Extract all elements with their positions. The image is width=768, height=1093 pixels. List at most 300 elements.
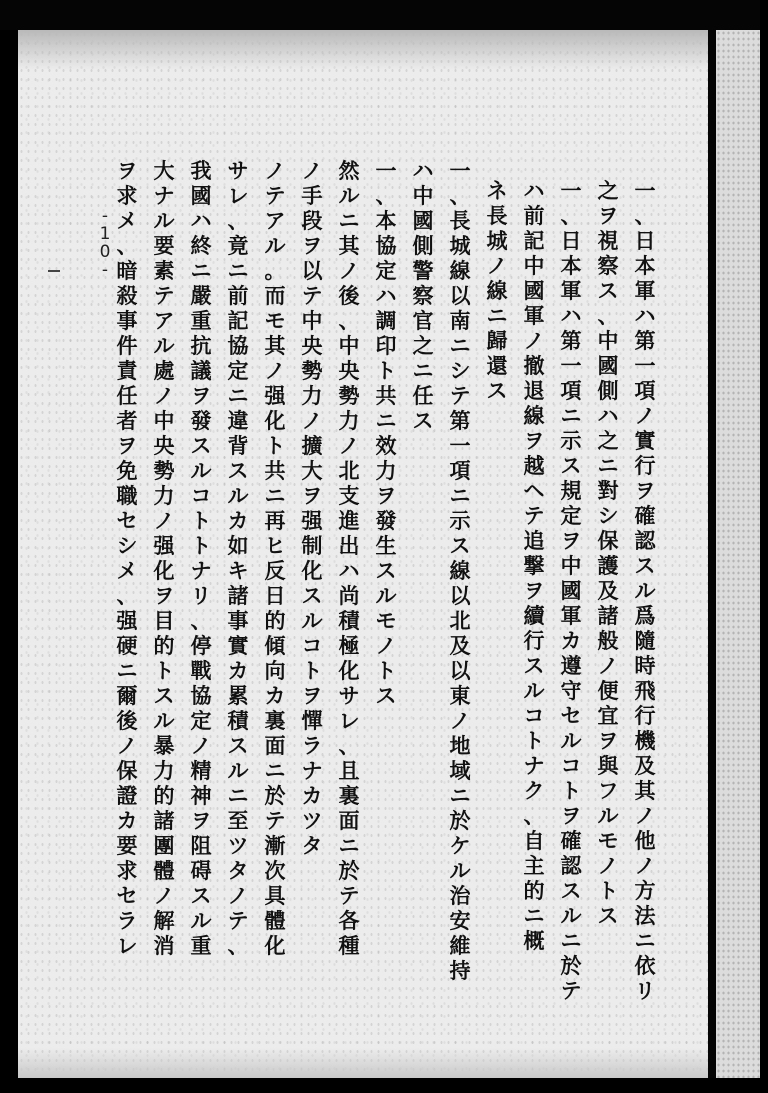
- glyph: 日: [560, 228, 582, 253]
- glyph: ノ: [153, 508, 175, 533]
- glyph: ル: [523, 678, 545, 703]
- glyph: 求: [116, 183, 138, 208]
- glyph: 及: [597, 578, 619, 603]
- glyph: ノ: [597, 653, 619, 678]
- glyph: 、: [375, 183, 397, 208]
- glyph: メ: [116, 208, 138, 233]
- glyph: 極: [338, 633, 360, 658]
- glyph: ニ: [486, 303, 508, 328]
- glyph: 諸: [227, 583, 249, 608]
- glyph: サ: [227, 158, 249, 183]
- glyph: 於: [264, 783, 286, 808]
- glyph: キ: [227, 558, 249, 583]
- glyph: 日: [634, 228, 656, 253]
- glyph: 硬: [116, 633, 138, 658]
- glyph: 協: [190, 683, 212, 708]
- glyph: ニ: [338, 833, 360, 858]
- glyph: 反: [264, 558, 286, 583]
- glyph: 保: [116, 758, 138, 783]
- glyph: 實: [634, 428, 656, 453]
- glyph: テ: [301, 283, 323, 308]
- glyph: 一: [449, 433, 471, 458]
- glyph: 出: [338, 533, 360, 558]
- glyph: 面: [338, 808, 360, 833]
- glyph: 側: [597, 378, 619, 403]
- glyph: 追: [523, 528, 545, 553]
- glyph: 要: [153, 233, 175, 258]
- glyph: 、: [190, 608, 212, 633]
- glyph: 要: [116, 833, 138, 858]
- glyph: ニ: [116, 658, 138, 683]
- glyph: 發: [375, 508, 397, 533]
- glyph: ト: [301, 658, 323, 683]
- glyph: ス: [190, 433, 212, 458]
- glyph: 法: [634, 903, 656, 928]
- glyph: 線: [523, 403, 545, 428]
- glyph: 城: [449, 233, 471, 258]
- glyph: ニ: [597, 453, 619, 478]
- glyph: ニ: [449, 333, 471, 358]
- glyph: 大: [153, 158, 175, 183]
- glyph: 主: [523, 853, 545, 878]
- glyph: ス: [412, 408, 434, 433]
- glyph: ノ: [338, 258, 360, 283]
- glyph: ル: [153, 333, 175, 358]
- glyph: 自: [523, 828, 545, 853]
- glyph: 。: [264, 258, 286, 283]
- scan-top-border: [0, 0, 768, 30]
- glyph: ノ: [449, 708, 471, 733]
- glyph: 國: [560, 578, 582, 603]
- glyph: 確: [560, 828, 582, 853]
- glyph: 一: [560, 178, 582, 203]
- glyph: ハ: [412, 158, 434, 183]
- glyph: ニ: [338, 208, 360, 233]
- glyph: ク: [523, 778, 545, 803]
- glyph: ル: [560, 728, 582, 753]
- glyph: ニ: [264, 483, 286, 508]
- glyph: 軍: [560, 603, 582, 628]
- glyph: 消: [153, 933, 175, 958]
- glyph: ニ: [227, 258, 249, 283]
- glyph: 如: [227, 533, 249, 558]
- glyph: ナ: [190, 558, 212, 583]
- glyph: 勢: [338, 383, 360, 408]
- glyph: 抗: [190, 333, 212, 358]
- glyph: ト: [153, 658, 175, 683]
- glyph: 記: [227, 308, 249, 333]
- glyph: 於: [560, 953, 582, 978]
- glyph: 、: [338, 308, 360, 333]
- glyph: 機: [634, 728, 656, 753]
- glyph: 認: [634, 528, 656, 553]
- glyph: ハ: [523, 178, 545, 203]
- glyph: 隨: [634, 628, 656, 653]
- glyph: 他: [634, 828, 656, 853]
- glyph: 城: [486, 228, 508, 253]
- glyph: ノ: [523, 328, 545, 353]
- glyph: ハ: [597, 403, 619, 428]
- text-column-6: [448, 160, 472, 985]
- glyph: 、: [227, 208, 249, 233]
- glyph: 依: [634, 953, 656, 978]
- glyph: ス: [560, 453, 582, 478]
- glyph: 戰: [190, 658, 212, 683]
- glyph: ト: [560, 778, 582, 803]
- glyph: 中: [597, 328, 619, 353]
- glyph: 印: [375, 333, 397, 358]
- glyph: ス: [227, 458, 249, 483]
- glyph: 的: [153, 783, 175, 808]
- glyph: 累: [227, 683, 249, 708]
- glyph: 便: [597, 678, 619, 703]
- glyph: ル: [153, 708, 175, 733]
- glyph: 行: [634, 453, 656, 478]
- glyph: 線: [449, 558, 471, 583]
- glyph: 勢: [301, 358, 323, 383]
- glyph: ル: [153, 208, 175, 233]
- glyph: 般: [597, 628, 619, 653]
- glyph: シ: [449, 358, 471, 383]
- glyph: 日: [264, 583, 286, 608]
- glyph: 前: [523, 203, 545, 228]
- glyph: 竟: [227, 233, 249, 258]
- glyph: レ: [227, 183, 249, 208]
- glyph: 任: [412, 383, 434, 408]
- glyph: 項: [560, 378, 582, 403]
- glyph: カ: [116, 808, 138, 833]
- glyph: ス: [449, 533, 471, 558]
- glyph: 及: [449, 633, 471, 658]
- glyph: 各: [338, 908, 360, 933]
- glyph: ル: [190, 908, 212, 933]
- glyph: 時: [634, 653, 656, 678]
- glyph: 協: [227, 333, 249, 358]
- glyph: ス: [227, 733, 249, 758]
- book-gutter: [708, 30, 716, 1078]
- text-column-9: [337, 160, 361, 960]
- glyph: 一: [560, 353, 582, 378]
- text-column-13: [189, 160, 213, 960]
- glyph: ノ: [153, 883, 175, 908]
- glyph: 護: [597, 553, 619, 578]
- glyph: 再: [264, 508, 286, 533]
- glyph: ネ: [486, 178, 508, 203]
- glyph: テ: [264, 183, 286, 208]
- glyph: 第: [634, 328, 656, 353]
- glyph: ヲ: [153, 583, 175, 608]
- text-column-8: [374, 160, 398, 710]
- glyph: 面: [264, 733, 286, 758]
- glyph: ヲ: [301, 483, 323, 508]
- glyph: 碍: [190, 858, 212, 883]
- glyph: ナ: [301, 758, 323, 783]
- glyph: 飛: [634, 678, 656, 703]
- glyph: ナ: [153, 183, 175, 208]
- glyph: 重: [190, 933, 212, 958]
- glyph: 中: [560, 553, 582, 578]
- glyph: 嚴: [190, 283, 212, 308]
- glyph: 我: [190, 158, 212, 183]
- glyph: 效: [375, 433, 397, 458]
- glyph: ル: [375, 583, 397, 608]
- glyph: 化: [301, 558, 323, 583]
- text-column-11: [263, 160, 287, 960]
- glyph: ト: [190, 508, 212, 533]
- glyph: 中: [301, 308, 323, 333]
- glyph: ノ: [375, 633, 397, 658]
- glyph: 裏: [338, 783, 360, 808]
- text-column-7: [411, 160, 435, 435]
- glyph: 線: [486, 278, 508, 303]
- glyph: 體: [153, 858, 175, 883]
- glyph: 憚: [301, 708, 323, 733]
- glyph: 續: [523, 603, 545, 628]
- glyph: 示: [560, 428, 582, 453]
- glyph: 暴: [153, 733, 175, 758]
- glyph: 化: [264, 933, 286, 958]
- margin-mark: [48, 270, 60, 272]
- glyph: 、: [227, 933, 249, 958]
- glyph: ル: [338, 183, 360, 208]
- glyph: ラ: [301, 733, 323, 758]
- glyph: 以: [449, 658, 471, 683]
- text-column-10: [300, 160, 324, 860]
- glyph: レ: [338, 708, 360, 733]
- glyph: 之: [597, 428, 619, 453]
- glyph: 次: [264, 858, 286, 883]
- glyph: ツ: [227, 833, 249, 858]
- glyph: ハ: [634, 303, 656, 328]
- glyph: ニ: [190, 258, 212, 283]
- glyph: 撤: [523, 353, 545, 378]
- glyph: ツ: [301, 808, 323, 833]
- glyph: ニ: [634, 928, 656, 953]
- glyph: 强: [301, 508, 323, 533]
- glyph: 項: [449, 458, 471, 483]
- glyph: 線: [449, 258, 471, 283]
- glyph: 、: [560, 203, 582, 228]
- glyph: 共: [375, 383, 397, 408]
- glyph: 以: [449, 583, 471, 608]
- glyph: 東: [449, 683, 471, 708]
- glyph: 力: [153, 483, 175, 508]
- glyph: テ: [449, 383, 471, 408]
- glyph: 視: [597, 228, 619, 253]
- glyph: ル: [227, 483, 249, 508]
- glyph: 力: [301, 383, 323, 408]
- glyph: 支: [338, 483, 360, 508]
- glyph: カ: [560, 628, 582, 653]
- glyph: 守: [560, 678, 582, 703]
- glyph: ル: [597, 803, 619, 828]
- glyph: コ: [190, 483, 212, 508]
- glyph: 進: [338, 508, 360, 533]
- glyph: 段: [301, 208, 323, 233]
- glyph: 求: [116, 858, 138, 883]
- glyph: ア: [264, 208, 286, 233]
- glyph: ト: [523, 728, 545, 753]
- glyph: ノ: [486, 253, 508, 278]
- glyph: 免: [116, 458, 138, 483]
- glyph: 解: [153, 908, 175, 933]
- glyph: 軍: [634, 278, 656, 303]
- text-column-15: [115, 160, 139, 960]
- glyph: 、: [338, 733, 360, 758]
- glyph: 重: [190, 308, 212, 333]
- glyph: 國: [412, 208, 434, 233]
- glyph: 發: [190, 408, 212, 433]
- glyph: 爲: [634, 603, 656, 628]
- glyph: ル: [190, 458, 212, 483]
- page-scan-shadow-bottom: [18, 1048, 708, 1078]
- glyph: セ: [560, 703, 582, 728]
- glyph: ヲ: [301, 233, 323, 258]
- glyph: 協: [375, 233, 397, 258]
- glyph: ナ: [523, 753, 545, 778]
- glyph: リ: [634, 978, 656, 1003]
- glyph: ニ: [264, 758, 286, 783]
- glyph: 確: [634, 503, 656, 528]
- glyph: 維: [449, 933, 471, 958]
- glyph: テ: [338, 883, 360, 908]
- glyph: セ: [116, 883, 138, 908]
- glyph: 共: [264, 458, 286, 483]
- glyph: ト: [190, 533, 212, 558]
- glyph: 目: [153, 608, 175, 633]
- glyph: ノ: [634, 403, 656, 428]
- glyph: 以: [301, 258, 323, 283]
- glyph: 漸: [264, 833, 286, 858]
- glyph: ル: [264, 233, 286, 258]
- glyph: 其: [634, 778, 656, 803]
- glyph: モ: [264, 308, 286, 333]
- glyph: ハ: [190, 208, 212, 233]
- glyph: 記: [523, 228, 545, 253]
- glyph: タ: [227, 858, 249, 883]
- glyph: ス: [597, 903, 619, 928]
- glyph: 長: [486, 203, 508, 228]
- glyph: 、: [116, 583, 138, 608]
- glyph: 央: [153, 433, 175, 458]
- glyph: ス: [523, 653, 545, 678]
- glyph: 具: [264, 883, 286, 908]
- glyph: 然: [338, 158, 360, 183]
- glyph: 宜: [597, 703, 619, 728]
- glyph: 爾: [116, 683, 138, 708]
- glyph: ニ: [412, 358, 434, 383]
- glyph: 的: [153, 633, 175, 658]
- glyph: 國: [597, 353, 619, 378]
- glyph: 殺: [116, 283, 138, 308]
- glyph: 認: [560, 853, 582, 878]
- glyph: 神: [190, 783, 212, 808]
- glyph: 暗: [116, 258, 138, 283]
- glyph: 强: [264, 383, 286, 408]
- glyph: ノ: [338, 433, 360, 458]
- text-column-1: [633, 180, 657, 1005]
- page-number: -10-: [95, 206, 115, 278]
- glyph: ア: [153, 308, 175, 333]
- glyph: 後: [338, 283, 360, 308]
- scan-bottom-border: [0, 1078, 768, 1093]
- glyph: 勢: [153, 458, 175, 483]
- glyph: 諸: [153, 808, 175, 833]
- glyph: メ: [116, 558, 138, 583]
- glyph: ノ: [264, 158, 286, 183]
- glyph: 制: [301, 533, 323, 558]
- glyph: 安: [449, 908, 471, 933]
- glyph: ニ: [375, 408, 397, 433]
- glyph: ス: [301, 583, 323, 608]
- glyph: テ: [153, 283, 175, 308]
- glyph: 一: [634, 178, 656, 203]
- glyph: テ: [523, 503, 545, 528]
- glyph: 違: [227, 408, 249, 433]
- glyph: ハ: [560, 303, 582, 328]
- glyph: 化: [153, 558, 175, 583]
- glyph: 件: [116, 333, 138, 358]
- glyph: ノ: [227, 883, 249, 908]
- glyph: ヲ: [560, 528, 582, 553]
- text-column-12: [226, 160, 250, 960]
- glyph: ノ: [634, 853, 656, 878]
- glyph: 事: [116, 308, 138, 333]
- glyph: 域: [449, 758, 471, 783]
- document-page: [18, 30, 708, 1078]
- glyph: 國: [190, 183, 212, 208]
- glyph: 裏: [264, 708, 286, 733]
- glyph: ヲ: [190, 383, 212, 408]
- text-column-5: [485, 180, 509, 405]
- glyph: ハ: [375, 283, 397, 308]
- glyph: 、: [597, 303, 619, 328]
- glyph: ル: [560, 903, 582, 928]
- glyph: 本: [375, 208, 397, 233]
- glyph: ニ: [560, 403, 582, 428]
- glyph: 的: [523, 878, 545, 903]
- glyph: 一: [634, 353, 656, 378]
- glyph: レ: [116, 933, 138, 958]
- glyph: ス: [375, 683, 397, 708]
- glyph: ヲ: [560, 803, 582, 828]
- glyph: 定: [375, 258, 397, 283]
- glyph: 方: [634, 878, 656, 903]
- glyph: ノ: [634, 803, 656, 828]
- glyph: ノ: [301, 158, 323, 183]
- glyph: コ: [301, 633, 323, 658]
- glyph: 中: [338, 333, 360, 358]
- glyph: 實: [227, 633, 249, 658]
- glyph: 、: [523, 803, 545, 828]
- glyph: コ: [523, 703, 545, 728]
- glyph: 遵: [560, 653, 582, 678]
- glyph: ヲ: [301, 683, 323, 708]
- glyph: 於: [449, 808, 471, 833]
- glyph: 以: [449, 283, 471, 308]
- glyph: 終: [190, 233, 212, 258]
- glyph: 軍: [560, 278, 582, 303]
- glyph: 概: [523, 928, 545, 953]
- glyph: 停: [190, 633, 212, 658]
- glyph: 對: [597, 478, 619, 503]
- glyph: ニ: [449, 483, 471, 508]
- glyph: 行: [634, 703, 656, 728]
- glyph: 之: [412, 333, 434, 358]
- glyph: 傾: [264, 633, 286, 658]
- glyph: 察: [412, 283, 434, 308]
- glyph: 大: [301, 458, 323, 483]
